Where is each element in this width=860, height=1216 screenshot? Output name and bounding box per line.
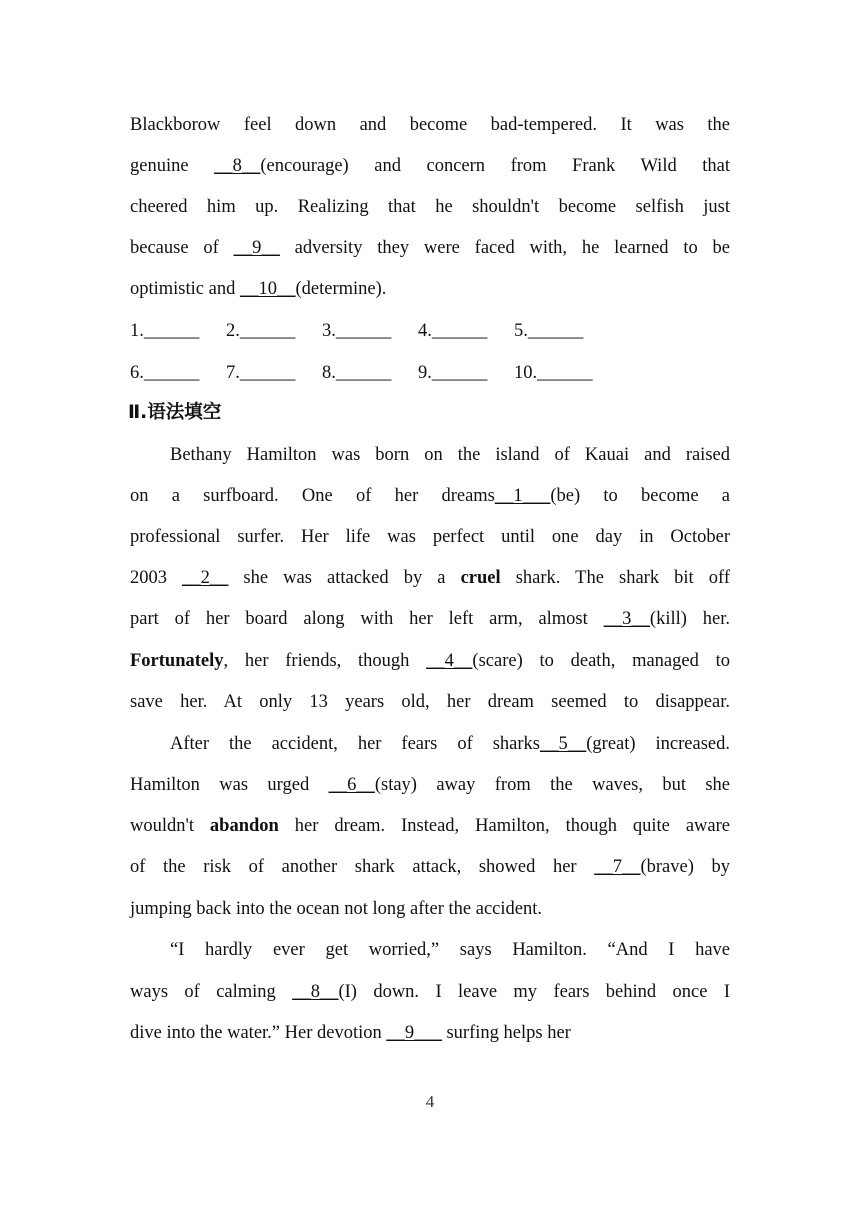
blank-5: __5__ xyxy=(540,734,587,754)
blank-4: __4__ xyxy=(426,651,473,671)
section-heading: Ⅱ.语法填空 xyxy=(128,402,222,423)
text-line: 2003 __2__ she was attacked by a cruel shark. The shark bit off xyxy=(130,568,730,588)
blank-9: __9___ xyxy=(386,1023,442,1043)
text-line: wouldn't abandon her dream. Instead, Hamilton, though quite aware xyxy=(130,816,730,836)
text-line: Hamilton was urged __6__(stay) away from the waves, but she xyxy=(130,775,730,795)
text-line: genuine __8__(encourage) and concern from Frank Wild that xyxy=(130,156,730,176)
answer-slot: 1.______ xyxy=(130,321,200,341)
bold-word: cruel xyxy=(460,568,501,588)
blank-8: __8__ xyxy=(214,156,261,176)
text-line: save her. At only 13 years old, her dream seemed to disappear. xyxy=(130,692,730,712)
answer-slot: 4.______ xyxy=(418,321,488,341)
blank-6: __6__ xyxy=(328,775,375,795)
answer-slot: 6.______ xyxy=(130,363,200,383)
blank-7: __7__ xyxy=(594,857,641,877)
text-line: dive into the water.” Her devotion __9___ surfing helps her xyxy=(130,1023,571,1043)
blank-1: __1___ xyxy=(494,486,551,506)
text-line: jumping back into the ocean not long after the accident. xyxy=(130,899,542,919)
answer-slot: 3.______ xyxy=(322,321,392,341)
text-line: of the risk of another shark attack, showed her __7__(brave) by xyxy=(130,857,730,877)
answer-slot: 7.______ xyxy=(226,363,296,383)
blank-2: __2__ xyxy=(182,568,229,588)
text-line: Bethany Hamilton was born on the island of Kauai and raised xyxy=(170,445,730,465)
text-line: cheered him up. Realizing that he shouldn't become selfish just xyxy=(130,197,730,217)
text-line: Blackborow feel down and become bad-tempered. It was the xyxy=(130,115,730,135)
blank-8: __8__ xyxy=(292,982,339,1002)
text-line: optimistic and __10__(determine). xyxy=(130,279,387,299)
text-line: professional surfer. Her life was perfect until one day in October xyxy=(130,527,730,547)
text-line: ways of calming __8__(I) down. I leave my fears behind once I xyxy=(130,982,730,1002)
answer-slot: 8.______ xyxy=(322,363,392,383)
answer-slot: 9.______ xyxy=(418,363,488,383)
text-line: because of __9__ adversity they were faced with, he learned to be xyxy=(130,238,730,258)
blank-3: __3__ xyxy=(603,609,650,629)
answer-row-2 xyxy=(130,361,730,385)
bold-word: abandon xyxy=(209,816,279,836)
text-line: on a surfboard. One of her dreams__1___(be) to become a xyxy=(130,486,730,506)
text-line: part of her board along with her left arm, almost __3__(kill) her. xyxy=(130,609,730,629)
text-line: “I hardly ever get worried,” says Hamilton. “And I have xyxy=(170,940,730,960)
page-number: 4 xyxy=(425,1092,435,1111)
blank-10: __10__ xyxy=(239,279,296,299)
answer-slot: 5.______ xyxy=(514,321,584,341)
text-line: Fortunately, her friends, though __4__(scare) to death, managed to xyxy=(130,651,730,671)
bold-word: Fortunately xyxy=(130,651,224,671)
answer-slot: 10.______ xyxy=(514,363,593,383)
blank-9: __9__ xyxy=(233,238,280,258)
answer-row-1 xyxy=(130,319,730,343)
answer-slot: 2.______ xyxy=(226,321,296,341)
text-line: After the accident, her fears of sharks__5__(great) increased. xyxy=(170,734,730,754)
